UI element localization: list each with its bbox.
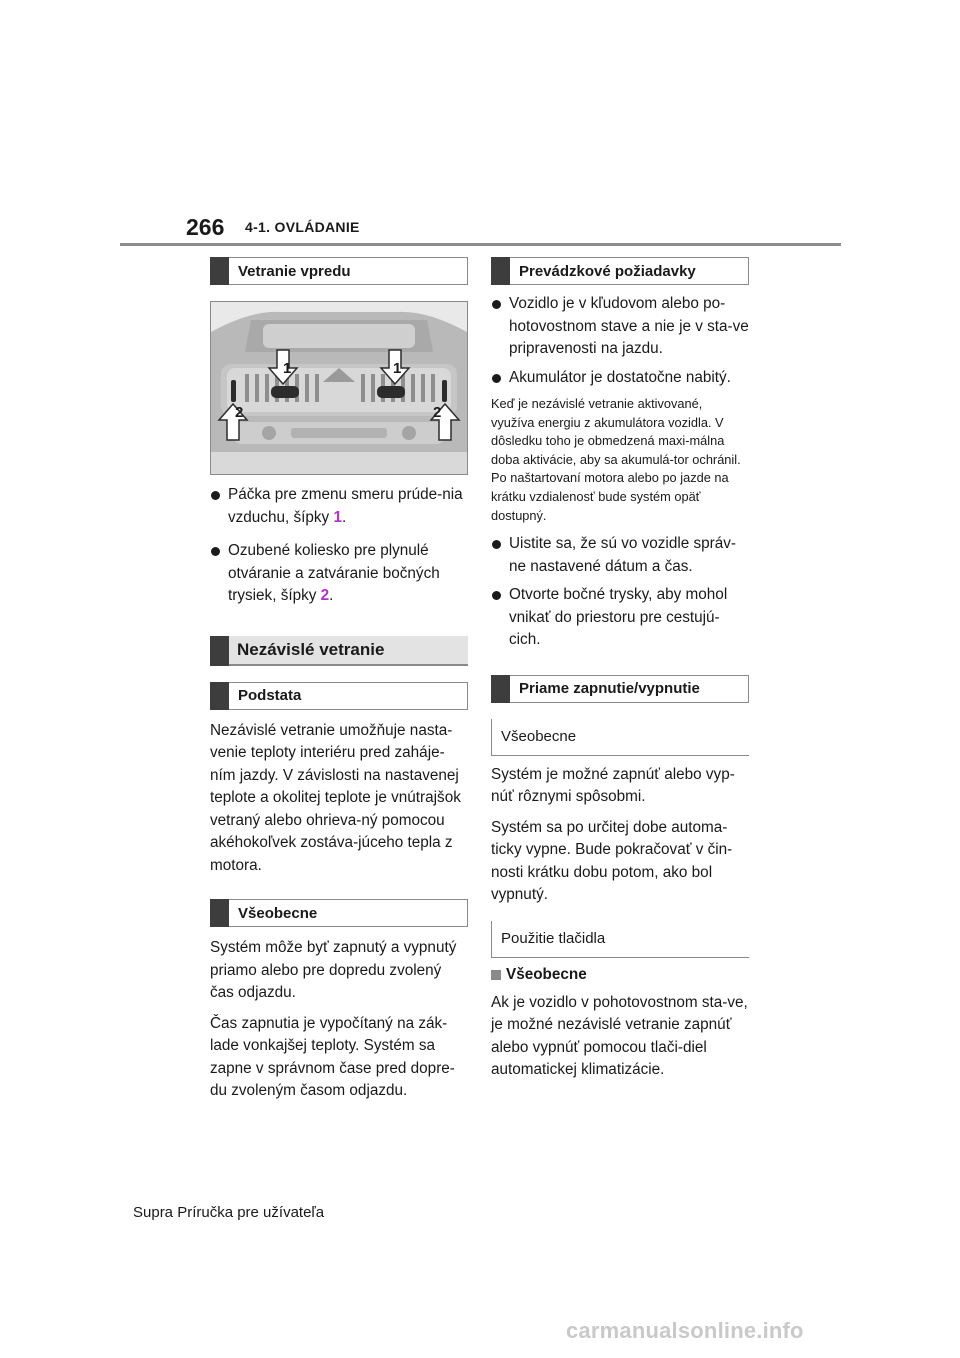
requirement-date-time: Uistite sa, že sú vo vozidle správ-ne nastavené dátum a čas. [491, 533, 749, 578]
heading-text: Nezávislé vetranie [237, 639, 385, 659]
general-paragraph-2: Čas zapnutia je vypočítaný na zák-lade vonkajšej teploty. Systém sa zapne v správnom čase pred dopre-du zvoleným časom odjazdu. [210, 1014, 455, 1099]
heading-text: Prevádzkové požiadavky [519, 262, 696, 280]
bullet-airflow-lever [210, 484, 468, 529]
header-rule [120, 243, 841, 246]
button-general-heading: Všeobecne [491, 964, 749, 986]
battery-note: Keď je nezávislé vetranie aktivované, využíva energiu z akumulátora vozidla. V dôsledku toho je obmedzená maxi-málna doba aktivácie, aby sa akumulá-tor ochránil. Po naštartovaní motora alebo po jazde na krátku vzdialenosť bude systém opäť dostupný. [491, 396, 741, 523]
figure-label-1-left: 1 [283, 360, 292, 377]
bullet-end: . [341, 508, 347, 526]
heading-text: Vetranie vpredu [238, 262, 351, 280]
requirement-standby: Vozidlo je v kľudovom alebo po-hotovostnom stave a nie je v sta-ve pripravenosti na jazdu. [491, 293, 749, 361]
direct-switch-heading [491, 675, 749, 703]
principle-paragraph: Nezávislé vetranie umožňuje nasta-venie teploty interiéru pred zaháje-ním jazdy. V závislosti na nastavenej teplote a okolitej teplote je vnútrajšok vetraný alebo ohrieva-ný pomocou akéhokoľvek zostáva-júceho tepla z motora. [210, 721, 461, 874]
bullet-end: . [329, 587, 334, 604]
figure-label-2-right: 2 [433, 404, 442, 421]
button-paragraph: Ak je vozidlo v pohotovostnom sta-ve, je možné nezávislé vetranie zapnúť alebo vypnúť pomocou tlači-diel automatickej klimatizácie. [491, 993, 748, 1079]
bullet-text: Páčka pre zmenu smeru prúde-nia vzduchu, šípky [228, 486, 463, 526]
subheading-text: Použitie tlačidla [501, 930, 606, 948]
direct-paragraph-2: Systém sa po určitej dobe automa-ticky vypne. Bude pokračovať v čin-nosti krátku dobu potom, ako bol vypnutý. [491, 818, 733, 904]
operating-requirements-heading [491, 257, 749, 285]
subheading-button-use [491, 921, 749, 958]
figure-label-1-right: 1 [393, 360, 402, 377]
page-number: 266 [186, 214, 225, 240]
independent-ventilation-heading [210, 636, 468, 666]
direct-paragraph-1: Systém je možné zapnúť alebo vyp-núť rôznymi spôsobmi. [491, 765, 735, 806]
subheading-general [491, 719, 749, 756]
subheading-text: Všeobecne [501, 728, 577, 746]
figure-label-2-left: 2 [235, 404, 244, 421]
heading-text: Priame zapnutie/vypnutie [519, 680, 700, 698]
heading-text: Podstata [238, 687, 302, 704]
bullet-text: Ozubené koliesko pre plynulé otváranie a zatváranie bočných trysiek, šípky [228, 542, 440, 604]
general-heading [210, 899, 468, 927]
left-column [210, 257, 468, 1103]
arrow-reference: 1 [333, 508, 342, 526]
manual-title: Supra Príručka pre užívateľa [133, 1204, 325, 1221]
ventilation-front-heading [210, 257, 468, 285]
principle-heading [210, 682, 468, 710]
watermark: carmanualsonline.info [566, 1318, 804, 1343]
bullet-thumbwheel [210, 540, 468, 608]
requirement-side-vents: Otvorte bočné trysky, aby mohol vnikať do priestoru pre cestujú-cich. [491, 584, 749, 652]
section-title: 4-1. OVLÁDANIE [245, 219, 360, 235]
general-paragraph-1: Systém môže byť zapnutý a vypnutý priamo alebo pre dopredu zvolený čas odjazdu. [210, 939, 457, 1001]
right-column [491, 257, 749, 1082]
heading-text: Všeobecne [238, 904, 318, 922]
dashboard-vents-figure [210, 301, 468, 475]
requirement-battery: Akumulátor je dostatočne nabitý. [491, 367, 749, 390]
arrow-reference: 2 [320, 587, 330, 604]
vents-illustration [211, 302, 467, 474]
